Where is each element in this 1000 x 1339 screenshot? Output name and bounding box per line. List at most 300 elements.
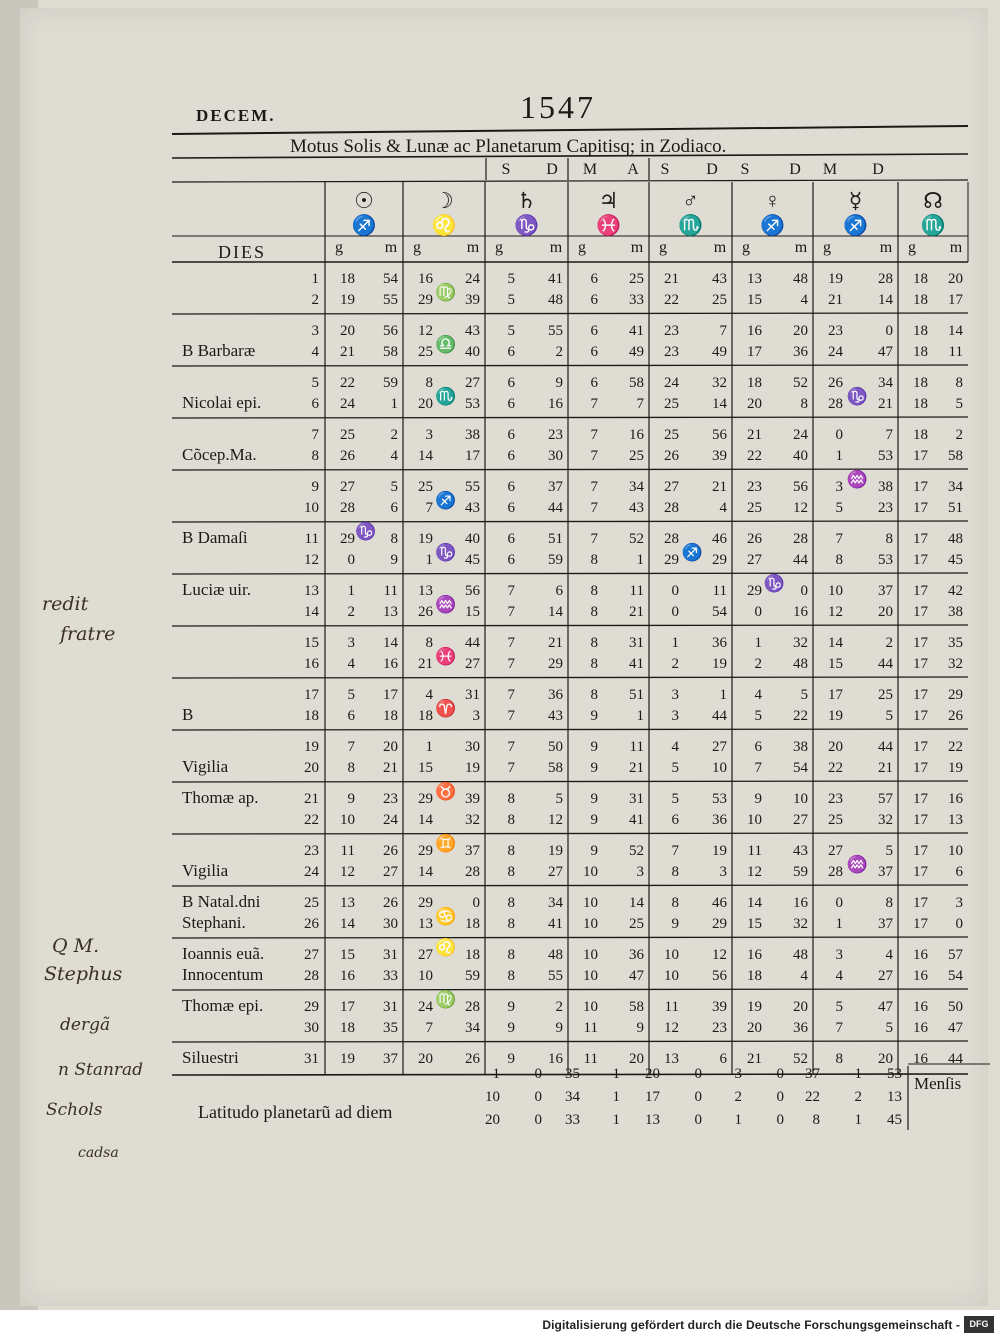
degree-value: 2	[754, 656, 762, 672]
degree-value: 22	[664, 292, 679, 308]
degree-value: 7	[754, 760, 762, 776]
minute-value: 40	[465, 344, 480, 360]
marginal-note: Q M.	[52, 935, 100, 957]
degree-value: 1	[835, 916, 843, 932]
minute-value: 21	[548, 635, 563, 651]
degree-value: 7	[507, 656, 515, 672]
degree-value: 21	[828, 292, 843, 308]
degree-value: 10	[340, 812, 355, 828]
feast-name: Vigilia	[182, 861, 229, 880]
sign-glyph: ♏	[678, 215, 703, 237]
minute-value: 27	[712, 739, 727, 755]
dies-label: DIES	[218, 242, 266, 262]
minute-value: 14	[948, 323, 963, 339]
degree-value: 5	[507, 271, 515, 287]
degree-value: 29	[418, 292, 433, 308]
minute-value: 11	[383, 583, 398, 599]
minute-value: 34	[948, 479, 963, 495]
degree-value: 6	[671, 812, 679, 828]
minute-value: 55	[548, 968, 563, 984]
degree-header: g	[908, 239, 916, 256]
day-number: 1	[311, 271, 319, 287]
minute-value: 43	[548, 708, 563, 724]
degree-value: 2	[671, 656, 679, 672]
degree-value: 23	[747, 479, 762, 495]
minute-value: 2	[390, 427, 398, 443]
minute-value: 31	[383, 999, 398, 1015]
minute-value: 35	[948, 635, 963, 651]
degree-value: 17	[913, 479, 928, 495]
minute-value: 9	[555, 1020, 563, 1036]
planet-glyph: ☿	[848, 188, 863, 213]
minute-value: 35	[383, 1020, 398, 1036]
degree-value: 16	[418, 271, 433, 287]
minute-value: 7	[885, 427, 893, 443]
minute-value: 50	[948, 999, 963, 1015]
latitude-value: 20	[645, 1066, 660, 1082]
minute-value: 34	[465, 1020, 480, 1036]
minute-value: 54	[948, 968, 963, 984]
degree-value: 8	[590, 687, 598, 703]
sign-change-glyph: ♑	[846, 387, 869, 406]
degree-value: 27	[747, 552, 762, 568]
day-number: 2	[311, 292, 319, 308]
latitude-day: 20	[485, 1112, 500, 1128]
minute-value: 59	[548, 552, 563, 568]
day-number: 5	[311, 375, 319, 391]
degree-value: 10	[747, 812, 762, 828]
minute-value: 8	[885, 895, 893, 911]
degree-value: 24	[828, 344, 843, 360]
minute-value: 38	[948, 604, 963, 620]
minute-value: 0	[800, 583, 808, 599]
minute-value: 26	[383, 895, 398, 911]
minute-value: 2	[555, 999, 563, 1015]
feast-name: Thomæ epi.	[182, 996, 264, 1015]
minute-value: 48	[793, 656, 808, 672]
latitude-value: 0	[694, 1066, 702, 1082]
minute-value: 21	[878, 396, 893, 412]
minute-value: 21	[629, 604, 644, 620]
minute-value: 51	[948, 500, 963, 516]
degree-value: 8	[347, 760, 355, 776]
degree-value: 16	[340, 968, 355, 984]
degree-value: 8	[507, 843, 515, 859]
degree-value: 8	[507, 791, 515, 807]
minute-header: m	[794, 239, 808, 256]
marginal-note: Schols	[46, 1100, 103, 1120]
minute-value: 6	[955, 864, 963, 880]
day-number: 16	[304, 656, 319, 672]
degree-value: 27	[418, 947, 433, 963]
day-number: 21	[304, 791, 319, 807]
minute-value: 6	[390, 500, 398, 516]
mensis-label: Menſis	[914, 1074, 962, 1093]
degree-header: g	[659, 239, 667, 256]
feast-name: Innocentum	[182, 965, 264, 984]
planet-glyph: ☊	[923, 188, 943, 213]
degree-value: 23	[828, 323, 843, 339]
sign-change-glyph: ♋	[435, 907, 457, 926]
degree-value: 17	[913, 708, 928, 724]
minute-value: 53	[465, 396, 480, 412]
degree-value: 16	[913, 999, 928, 1015]
minute-value: 41	[629, 656, 644, 672]
minute-value: 28	[465, 864, 480, 880]
minute-value: 56	[465, 583, 480, 599]
minute-value: 18	[465, 947, 480, 963]
minute-value: 24	[465, 271, 480, 287]
day-number: 26	[304, 916, 319, 932]
day-number: 4	[311, 344, 319, 360]
minute-value: 32	[948, 656, 963, 672]
day-number: 8	[311, 448, 319, 464]
degree-value: 21	[418, 656, 433, 672]
minute-value: 27	[465, 375, 480, 391]
degree-value: 18	[747, 375, 762, 391]
latitude-value: 0	[694, 1089, 702, 1105]
aspect-letter: M	[822, 161, 838, 178]
degree-value: 13	[340, 895, 355, 911]
minute-value: 32	[793, 916, 808, 932]
degree-value: 25	[828, 812, 843, 828]
degree-value: 9	[507, 1020, 515, 1036]
degree-value: 7	[425, 1020, 433, 1036]
degree-value: 19	[340, 292, 355, 308]
minute-value: 4	[800, 292, 808, 308]
degree-value: 5	[347, 687, 355, 703]
minute-value: 52	[629, 531, 644, 547]
degree-value: 18	[913, 344, 928, 360]
day-number: 13	[304, 583, 319, 599]
minute-value: 52	[629, 843, 644, 859]
degree-value: 10	[583, 916, 598, 932]
minute-value: 52	[793, 375, 808, 391]
sign-change-glyph: ♍	[435, 990, 457, 1009]
minute-value: 5	[390, 479, 398, 495]
degree-value: 27	[828, 843, 843, 859]
sign-change-glyph: ♈	[435, 699, 457, 718]
minute-value: 59	[793, 864, 808, 880]
degree-value: 9	[590, 843, 598, 859]
degree-value: 5	[507, 323, 515, 339]
degree-value: 3	[671, 687, 679, 703]
minute-value: 20	[383, 739, 398, 755]
degree-header: g	[578, 239, 586, 256]
table-cells	[182, 161, 964, 1128]
feast-name: Siluestri	[182, 1048, 239, 1067]
degree-value: 7	[507, 708, 515, 724]
degree-value: 4	[347, 656, 355, 672]
degree-value: 1	[754, 635, 762, 651]
table-title: Motus Solis & Lunæ ac Planetarum Capitisq; in Zodiaco.	[290, 136, 727, 157]
degree-value: 6	[507, 375, 515, 391]
degree-value: 16	[747, 947, 762, 963]
day-number: 30	[304, 1020, 319, 1036]
degree-value: 7	[507, 739, 515, 755]
day-number: 22	[304, 812, 319, 828]
latitude-value: 45	[887, 1112, 902, 1128]
degree-value: 17	[340, 999, 355, 1015]
degree-value: 15	[418, 760, 433, 776]
feast-name: Thomæ ap.	[182, 788, 259, 807]
degree-value: 17	[913, 760, 928, 776]
minute-value: 43	[465, 323, 480, 339]
minute-value: 49	[629, 344, 644, 360]
minute-value: 29	[948, 687, 963, 703]
minute-value: 38	[793, 739, 808, 755]
degree-value: 8	[507, 895, 515, 911]
minute-value: 56	[793, 479, 808, 495]
sign-change-glyph: ♑	[763, 574, 786, 593]
degree-value: 1	[425, 739, 433, 755]
sign-change-glyph: ♎	[435, 335, 457, 354]
degree-value: 3	[425, 427, 433, 443]
degree-value: 5	[835, 500, 843, 516]
minute-value: 28	[465, 999, 480, 1015]
degree-value: 12	[664, 1020, 679, 1036]
degree-value: 22	[828, 760, 843, 776]
degree-value: 25	[340, 427, 355, 443]
latitude-value: 1	[854, 1112, 862, 1128]
aspect-letter: A	[627, 161, 639, 178]
funding-note: Digitalisierung gefördert durch die Deutsche Forschungsgemeinschaft -	[542, 1318, 960, 1332]
feast-name: Luciæ uir.	[182, 580, 251, 599]
degree-value: 21	[747, 427, 762, 443]
minute-value: 57	[948, 947, 963, 963]
latitude-day: 10	[485, 1089, 500, 1105]
degree-value: 27	[664, 479, 679, 495]
minute-value: 44	[712, 708, 727, 724]
minute-value: 23	[548, 427, 563, 443]
degree-value: 4	[671, 739, 679, 755]
table-grid	[172, 158, 990, 1130]
degree-value: 8	[590, 656, 598, 672]
minute-value: 53	[878, 552, 893, 568]
degree-value: 9	[590, 791, 598, 807]
minute-value: 8	[955, 375, 963, 391]
minute-value: 34	[548, 895, 563, 911]
latitude-value: 13	[645, 1112, 660, 1128]
degree-value: 18	[913, 292, 928, 308]
degree-value: 19	[418, 531, 433, 547]
minute-value: 4	[719, 500, 727, 516]
sign-change-glyph: ♒	[435, 595, 457, 614]
minute-value: 41	[629, 323, 644, 339]
degree-header: g	[335, 239, 343, 256]
minute-value: 7	[719, 323, 727, 339]
degree-value: 29	[747, 583, 762, 599]
minute-value: 26	[383, 843, 398, 859]
degree-value: 1	[671, 635, 679, 651]
degree-value: 6	[754, 739, 762, 755]
aspect-letter: S	[740, 161, 750, 178]
minute-header: m	[466, 239, 480, 256]
degree-value: 17	[913, 500, 928, 516]
minute-value: 36	[712, 812, 727, 828]
degree-value: 16	[913, 1020, 928, 1036]
minute-value: 2	[885, 635, 893, 651]
degree-value: 24	[664, 375, 679, 391]
minute-value: 16	[793, 604, 808, 620]
degree-value: 6	[507, 344, 515, 360]
day-number: 10	[304, 500, 319, 516]
minute-value: 11	[948, 344, 963, 360]
minute-value: 54	[712, 604, 727, 620]
degree-value: 6	[590, 375, 598, 391]
month-label: DECEM.	[196, 106, 276, 125]
degree-value: 7	[835, 1020, 843, 1036]
day-number: 20	[304, 760, 319, 776]
degree-value: 19	[828, 708, 843, 724]
latitude-value: 13	[887, 1089, 902, 1105]
degree-value: 18	[913, 427, 928, 443]
minute-value: 12	[793, 500, 808, 516]
minute-value: 39	[712, 999, 727, 1015]
minute-value: 8	[800, 396, 808, 412]
minute-value: 17	[383, 687, 398, 703]
planet-glyph: ♂	[682, 188, 699, 213]
degree-value: 27	[340, 479, 355, 495]
minute-value: 5	[955, 396, 963, 412]
sign-change-glyph: ♊	[435, 834, 457, 853]
minute-value: 5	[885, 1020, 893, 1036]
degree-value: 3	[671, 708, 679, 724]
minute-value: 28	[878, 271, 893, 287]
degree-value: 10	[664, 968, 679, 984]
degree-value: 9	[590, 812, 598, 828]
minute-value: 31	[629, 635, 644, 651]
day-number: 19	[304, 739, 319, 755]
minute-header: m	[713, 239, 727, 256]
day-number: 17	[304, 687, 319, 703]
degree-value: 7	[425, 500, 433, 516]
degree-value: 23	[828, 791, 843, 807]
minute-value: 48	[548, 947, 563, 963]
year-heading: 1547	[520, 89, 596, 125]
minute-value: 46	[712, 531, 727, 547]
minute-value: 20	[793, 323, 808, 339]
degree-value: 9	[590, 708, 598, 724]
aspect-letter: D	[546, 161, 558, 178]
degree-value: 29	[418, 843, 433, 859]
marginal-note: Stephus	[44, 963, 123, 985]
degree-value: 17	[913, 604, 928, 620]
minute-value: 37	[878, 916, 893, 932]
minute-value: 14	[878, 292, 893, 308]
feast-name: Nicolai epi.	[182, 393, 262, 412]
marginal-note: dergã	[60, 1015, 111, 1035]
degree-value: 17	[913, 583, 928, 599]
minute-value: 51	[629, 687, 644, 703]
degree-value: 8	[671, 895, 679, 911]
minute-value: 47	[878, 344, 893, 360]
minute-value: 37	[465, 843, 480, 859]
degree-value: 26	[747, 531, 762, 547]
day-number: 11	[304, 531, 319, 547]
minute-value: 14	[548, 604, 563, 620]
degree-value: 11	[664, 999, 679, 1015]
degree-value: 6	[590, 323, 598, 339]
latitude-value: 33	[565, 1112, 580, 1128]
degree-value: 9	[754, 791, 762, 807]
degree-value: 14	[418, 448, 433, 464]
minute-value: 50	[548, 739, 563, 755]
minute-value: 7	[636, 396, 644, 412]
degree-value: 11	[583, 1051, 598, 1067]
minute-value: 34	[629, 479, 644, 495]
degree-value: 7	[590, 500, 598, 516]
degree-value: 8	[507, 947, 515, 963]
latitude-value: 0	[534, 1066, 542, 1082]
minute-value: 23	[383, 791, 398, 807]
minute-value: 0	[955, 916, 963, 932]
degree-value: 17	[913, 687, 928, 703]
degree-value: 8	[425, 635, 433, 651]
minute-value: 28	[793, 531, 808, 547]
degree-value: 17	[913, 656, 928, 672]
degree-value: 17	[913, 448, 928, 464]
minute-value: 16	[548, 396, 563, 412]
degree-value: 17	[913, 895, 928, 911]
minute-value: 42	[948, 583, 963, 599]
latitude-value: 0	[534, 1089, 542, 1105]
degree-value: 10	[828, 583, 843, 599]
degree-value: 0	[835, 427, 843, 443]
degree-header: g	[742, 239, 750, 256]
degree-value: 14	[747, 895, 762, 911]
latitude-value: 35	[565, 1066, 580, 1082]
degree-value: 6	[507, 396, 515, 412]
degree-value: 12	[747, 864, 762, 880]
degree-value: 15	[340, 947, 355, 963]
minute-value: 6	[719, 1051, 727, 1067]
minute-value: 24	[383, 812, 398, 828]
sign-change-glyph: ♒	[846, 855, 869, 874]
degree-value: 3	[835, 947, 843, 963]
degree-value: 20	[747, 1020, 762, 1036]
degree-value: 6	[507, 448, 515, 464]
planet-glyph: ♃	[598, 188, 619, 213]
minute-value: 33	[383, 968, 398, 984]
minute-value: 48	[948, 531, 963, 547]
minute-value: 57	[878, 791, 893, 807]
aspect-letter: D	[706, 161, 718, 178]
minute-value: 55	[548, 323, 563, 339]
rule-line	[172, 126, 968, 134]
degree-value: 18	[340, 271, 355, 287]
sign-change-glyph: ♓	[435, 647, 457, 666]
degree-value: 5	[671, 791, 679, 807]
minute-value: 52	[793, 1051, 808, 1067]
degree-value: 16	[747, 323, 762, 339]
minute-value: 18	[383, 708, 398, 724]
minute-value: 18	[465, 916, 480, 932]
degree-value: 11	[340, 843, 355, 859]
degree-value: 3	[835, 479, 843, 495]
degree-value: 26	[828, 375, 843, 391]
degree-value: 16	[913, 1051, 928, 1067]
minute-value: 49	[712, 344, 727, 360]
minute-value: 46	[712, 895, 727, 911]
degree-value: 13	[418, 916, 433, 932]
minute-value: 56	[383, 323, 398, 339]
degree-value: 13	[664, 1051, 679, 1067]
sign-change-glyph: ♒	[846, 470, 869, 489]
minute-value: 8	[390, 531, 398, 547]
minute-value: 25	[629, 916, 644, 932]
minute-value: 27	[878, 968, 893, 984]
